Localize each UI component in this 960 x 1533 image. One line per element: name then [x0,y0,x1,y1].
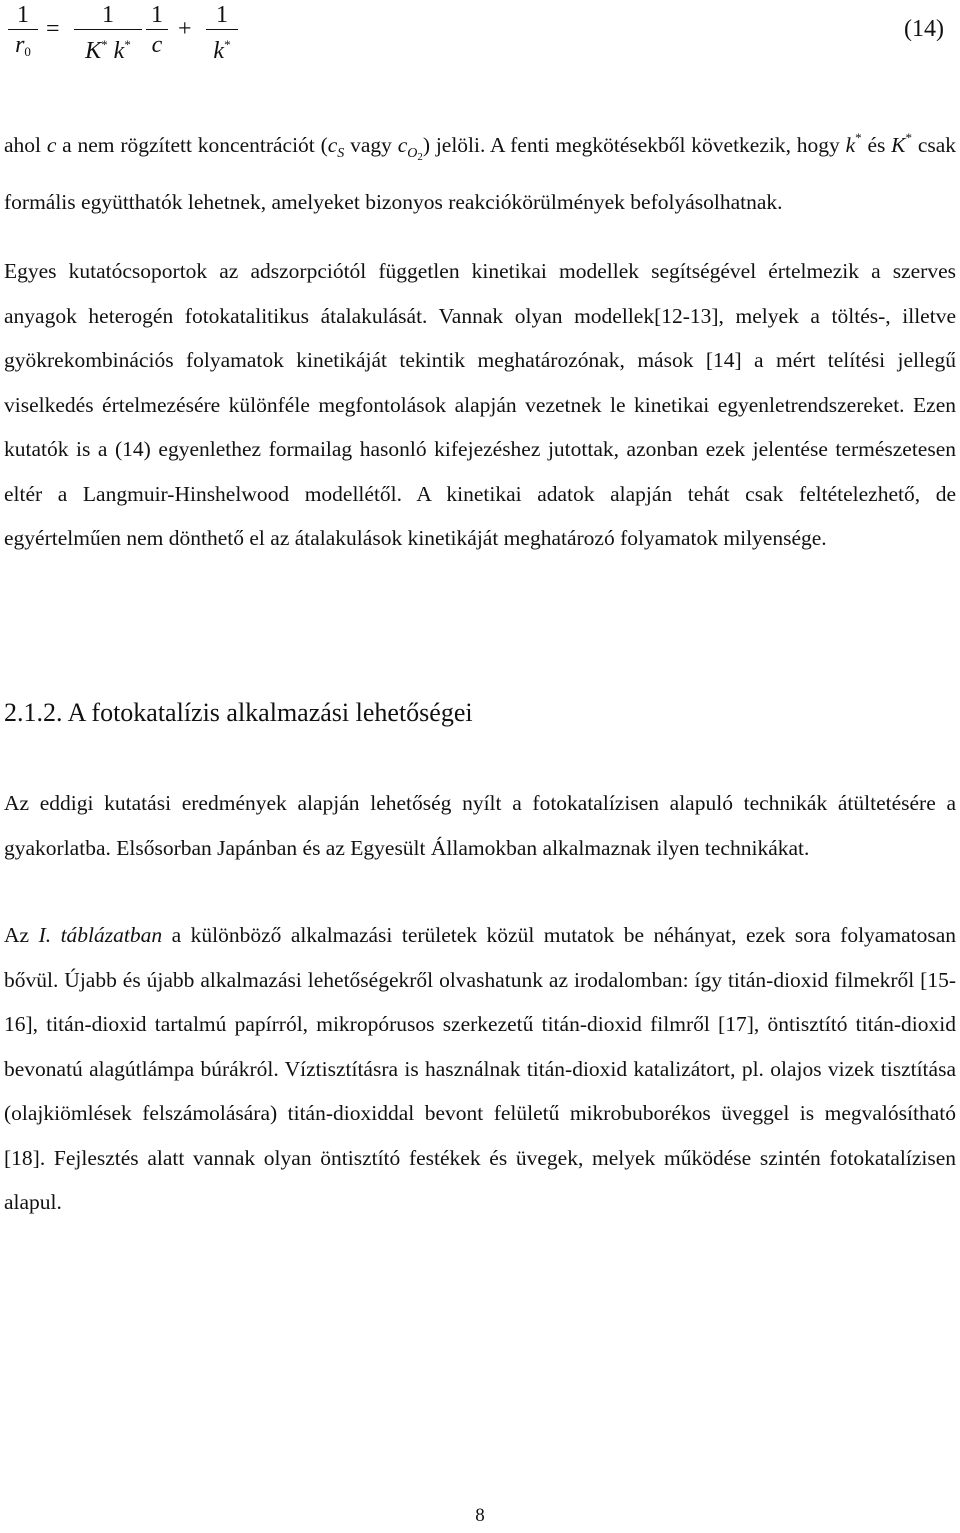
table-reference: I. táblázatban [38,923,163,947]
paragraph-applications-intro: Az eddigi kutatási eredmények alapján lehetőség nyílt a fotokatalízisen alapuló technikák átültetésére a gyakorlatba. Elsősorban Japánban és az Egyesült Államokban alkalmaznak ilyen technikákat. [4,791,956,860]
term3-fraction: 1 k* [206,2,238,65]
section-heading: 2.1.2. A fotokatalízis alkalmazási lehetőségei [4,698,473,727]
paragraph-applications-list: Az I. táblázatban a különböző alkalmazási területek közül mutatok be néhányat, ezek sora folyamatosan bővül. Újabb és újabb alkalmazási lehetőségekről olvashatunk az irodalomban: így titán-dioxid filmekről [15-16], titán-dioxid tartalmú papírról, mikropórusos szerkezetű titán-dioxid filmről [17], öntisztító titán-dioxid bevonatú alagútlámpa búrákról. Víztisztításra is használnak titán-dioxid katalizátort, pl. olajos vizek tisztítása (olajkiömlések felszámolására) titán-dioxiddal bevont felületű mikrobuborékos üveggel is megvalósítható [18]. Fejlesztés alatt vannak olyan öntisztító festékek és üvegek, melyek működése szintén fotokatalízisen alapul. [4,923,956,1214]
equation-14 [8,2,948,64]
term1-fraction: 1 K* k* [74,2,142,65]
equation-number: (14) [904,16,944,42]
term2-fraction: 1 c [146,2,168,59]
paragraph-kinetic-models: Egyes kutatócsoportok az adszorpciótól független kinetikai modellek segítségével értelmezik a szerves anyagok heterogén fotokatalitikus átalakulását. Vannak olyan modellek[12-13], melyek a töltés-, illetve gyökrekombinációs folyamatok kinetikáját tekintik meghatározónak, mások [14] a mért telítési jellegű viselkedés értelmezésére különféle megfontolások alapján vezetnek le kinetikai egyenletrendszereket. Ezen kutatók is a (14) egyenlethez formailag hasonló kifejezéshez jutottak, azonban ezek jelentése természetesen eltér a Langmuir-Hinshelwood modellétől. A kinetikai adatok alapján tehát csak feltételezhető, de egyértelműen nem dönthető el az átalakulások kinetikáját meghatározó folyamatok milyensége. [4,259,956,550]
page-number: 8 [475,1505,485,1526]
equals-sign: = [46,16,60,42]
lhs-fraction: 1 $r_0$ [8,2,38,66]
paragraph-definitions: ahol c a nem rögzített koncentrációt ($c_S$ vagy $c_{O2}$) jelöli. A fenti megkötésekből következik, hogy k* és K* csak formális együtthatók lehetnek, amelyeket bizonyos reakciókörülmények befolyásolhatnak. [4,130,957,214]
plus-sign: + [178,16,192,42]
